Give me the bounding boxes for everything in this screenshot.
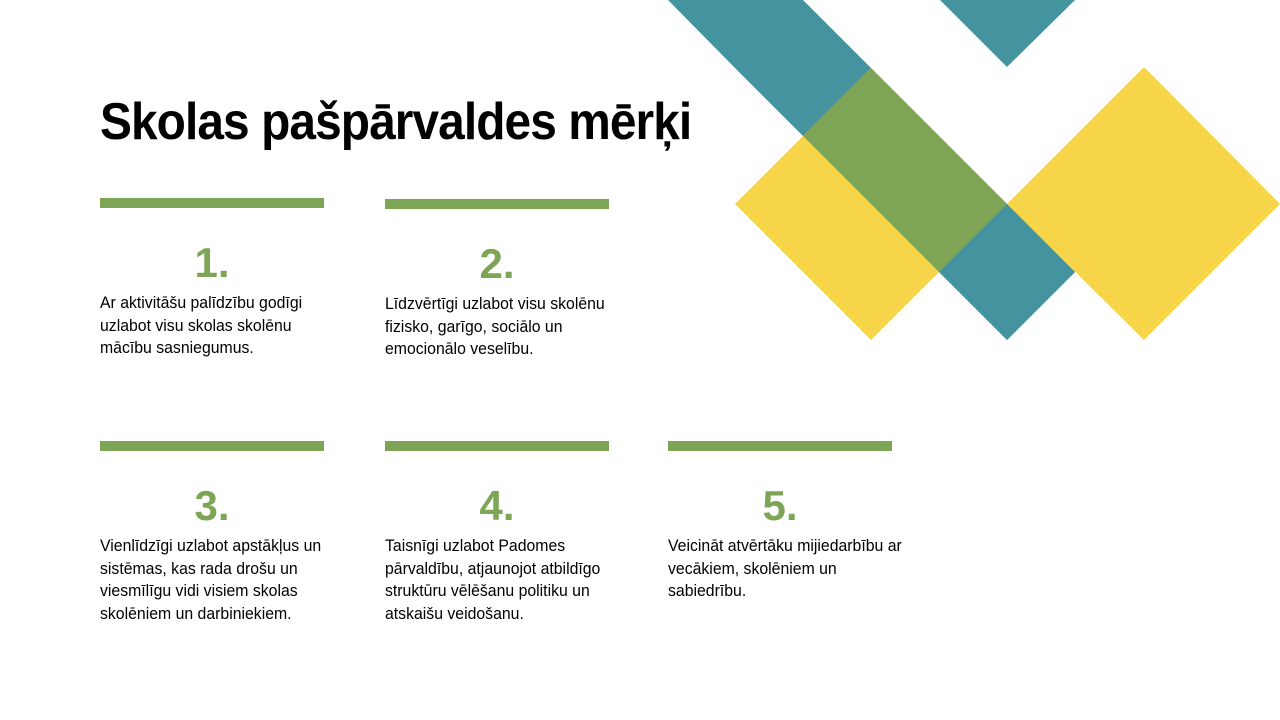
goal-text: Līdzvērtīgi uzlabot visu skolēnu fizisko, garīgo, sociālo un emocionālo veselību. xyxy=(385,294,605,358)
goal-card-2 xyxy=(385,199,645,361)
goal-card-1 xyxy=(100,198,360,360)
goal-text: Taisnīgi uzlabot Padomes pārvaldību, atjaunojot atbildīgo struktūru vēlēšanu politiku un atskaišu veidošanu. xyxy=(385,536,601,623)
teal-triangle-top xyxy=(940,0,1075,67)
goal-number: 4. xyxy=(479,482,515,529)
goal-card-4 xyxy=(385,441,645,625)
accent-bar xyxy=(668,441,892,451)
goal-text: Ar aktivitāšu palīdzību godīgi uzlabot visu skolas skolēnu mācību sasniegumus. xyxy=(100,293,303,357)
accent-bar xyxy=(385,199,609,209)
page-title: Skolas pašpārvaldes mērķi xyxy=(100,93,692,151)
goal-text: Veicināt atvērtāku mijiedarbību ar vecākiem, skolēniem un sabiedrību. xyxy=(668,536,902,600)
goal-number: 1. xyxy=(194,239,230,286)
accent-bar xyxy=(100,198,324,208)
goal-text: Vienlīdzīgi uzlabot apstākļus un sistēmas, kas rada drošu un viesmīlīgu vidi visiem skolas skolēniem un darbiniekiem. xyxy=(100,536,322,623)
accent-bar xyxy=(100,441,324,451)
goal-card-3 xyxy=(100,441,360,625)
goal-number: 5. xyxy=(762,482,798,529)
goal-number: 2. xyxy=(479,240,515,287)
goal-card-5 xyxy=(668,441,928,603)
accent-bar xyxy=(385,441,609,451)
goal-number: 3. xyxy=(194,482,230,529)
